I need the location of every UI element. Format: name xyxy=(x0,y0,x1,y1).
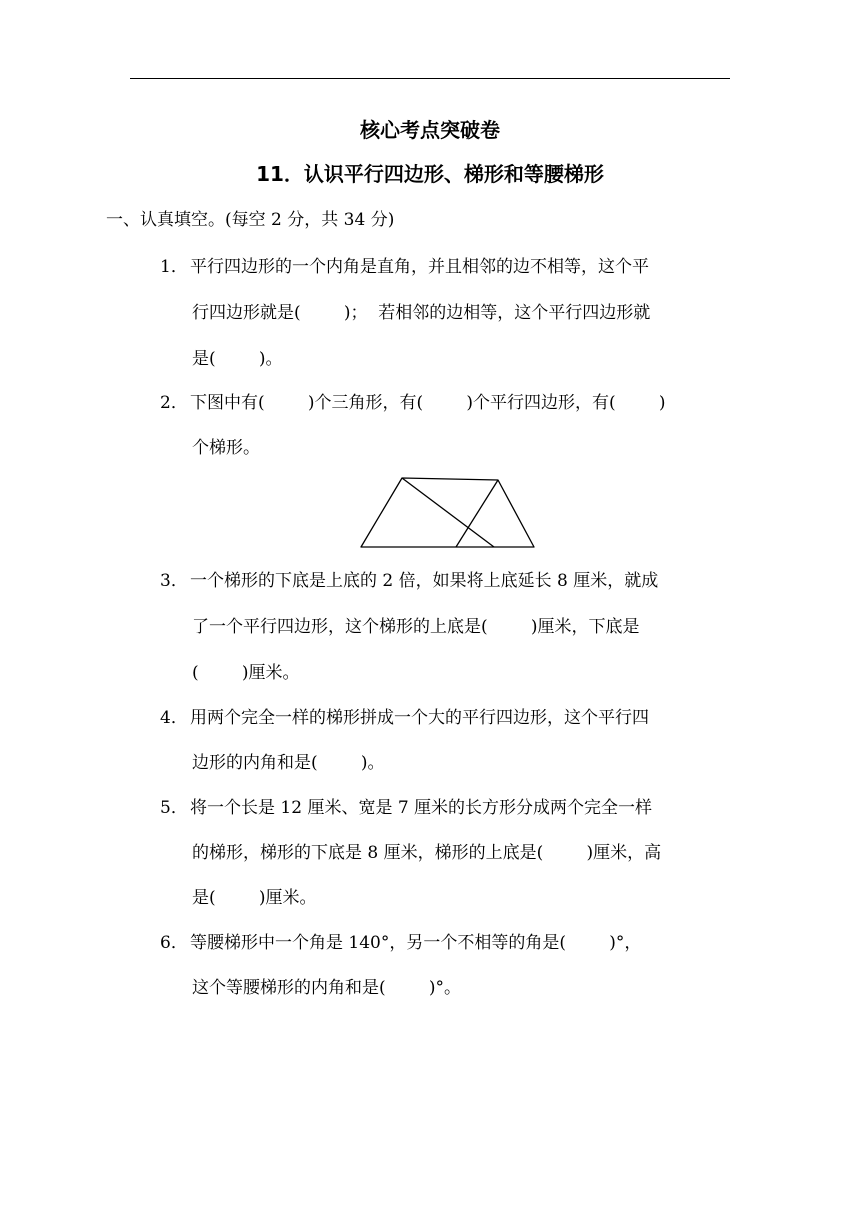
question-number: 5． xyxy=(160,798,188,818)
section-heading: 一、认真填空。(每空 2 分，共 34 分) xyxy=(106,210,395,230)
question-number: 4． xyxy=(160,708,188,728)
question-line: 行四边形就是( )； 若相邻的边相等，这个平行四边形就 xyxy=(192,303,651,323)
question-number: 6． xyxy=(160,933,188,953)
question-line: ( )厘米。 xyxy=(192,663,300,683)
question-line: 下图中有( )个三角形，有( )个平行四边形，有( ) xyxy=(190,393,666,413)
question-line: 将一个长是 12 厘米、宽是 7 厘米的长方形分成两个完全一样 xyxy=(190,798,653,818)
inner-side-line xyxy=(456,480,498,547)
question-number: 1． xyxy=(160,257,188,277)
header-rule xyxy=(130,78,730,79)
question-line: 是( )厘米。 xyxy=(192,888,317,908)
question-line: 一个梯形的下底是上底的 2 倍，如果将上底延长 8 厘米，就成 xyxy=(190,571,659,591)
question-line: 了一个平行四边形，这个梯形的上底是( )厘米，下底是 xyxy=(192,617,640,637)
question-number: 2． xyxy=(160,393,188,413)
page-title: 核心考点突破卷 xyxy=(360,118,500,142)
trapezoid-figure xyxy=(355,470,540,552)
question-line: 是( )。 xyxy=(192,349,283,369)
question-line: 的梯形，梯形的下底是 8 厘米，梯形的上底是( )厘米，高 xyxy=(192,843,662,863)
question-line: 边形的内角和是( )。 xyxy=(192,753,385,773)
question-number: 3． xyxy=(160,571,188,591)
question-line: 个梯形。 xyxy=(192,438,260,458)
page-subtitle: 11．认识平行四边形、梯形和等腰梯形 xyxy=(256,162,604,186)
question-line: 这个等腰梯形的内角和是( )°。 xyxy=(192,978,461,998)
question-line: 用两个完全一样的梯形拼成一个大的平行四边形，这个平行四 xyxy=(190,708,649,728)
question-line: 等腰梯形中一个角是 140°，另一个不相等的角是( )°， xyxy=(190,933,642,953)
question-line: 平行四边形的一个内角是直角，并且相邻的边不相等，这个平 xyxy=(190,257,649,277)
diagonal-line xyxy=(402,478,494,547)
